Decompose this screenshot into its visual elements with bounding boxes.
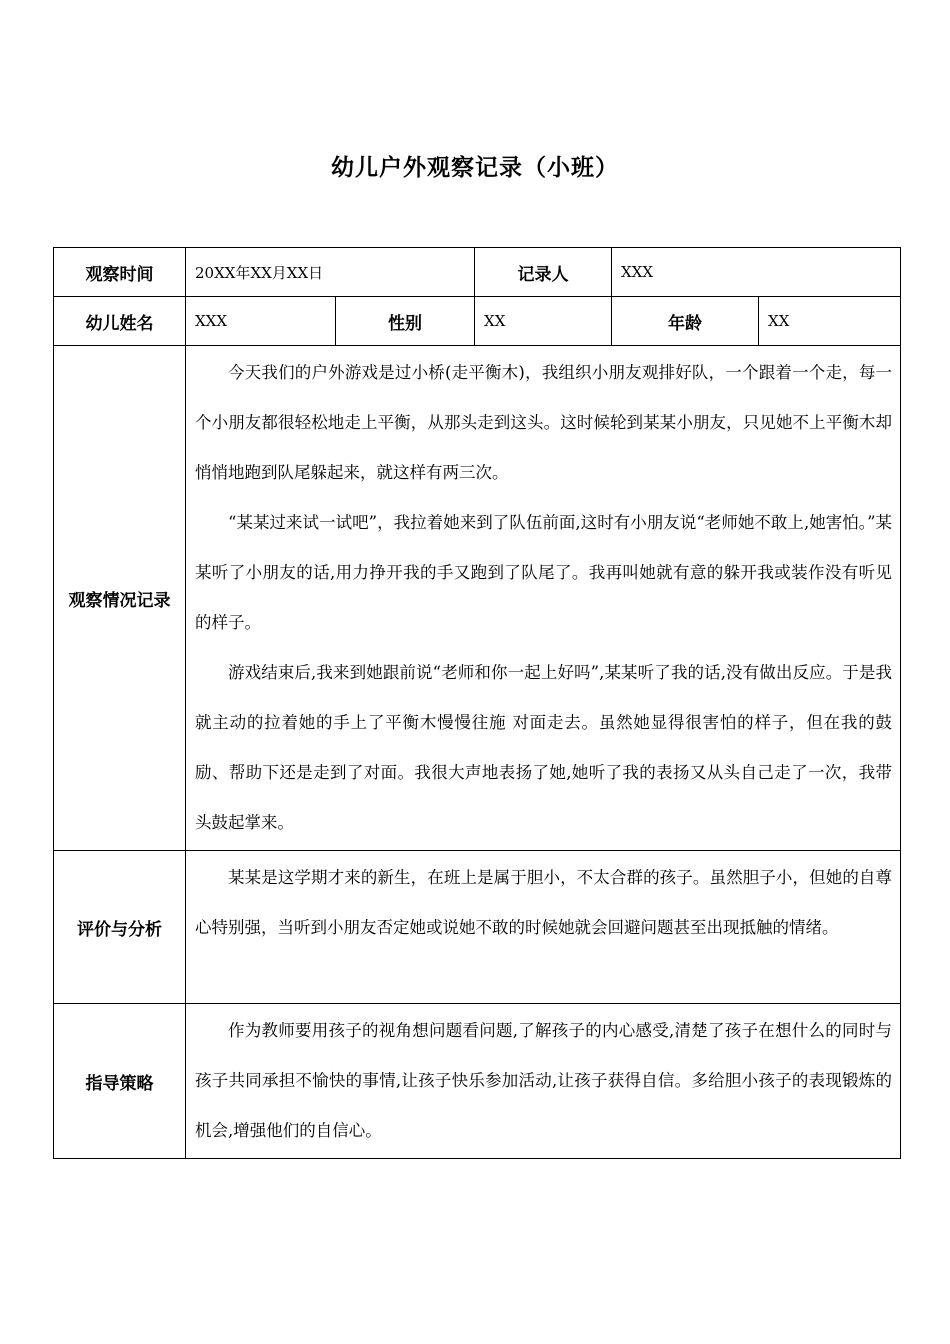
guidance-content — [186, 1004, 901, 1159]
observation-time-label: 观察时间 — [54, 248, 186, 297]
child-name-label: 幼儿姓名 — [54, 297, 186, 346]
observation-label: 观察情况记录 — [54, 346, 186, 851]
guidance-row — [54, 1004, 901, 1159]
evaluation-row — [54, 851, 901, 1004]
gender-label: 性别 — [336, 297, 475, 346]
observation-paragraph-1: 今天我们的户外游戏是过小桥(走平衡木)，我组织小朋友观排好队，一个跟着一个走，每一个小朋友都很轻松地走上平衡，从那头走到这头。这时候轮到某某小朋友，只见她不上平衡木却悄悄地跑到队尾躲起来，就这样有两三次。 — [195, 363, 893, 482]
document-title: 幼儿户外观察记录（小班） — [331, 155, 619, 181]
gender-value: XX — [475, 297, 612, 346]
observation-record-table — [53, 247, 901, 1159]
observation-row — [54, 346, 901, 851]
evaluation-label: 评价与分析 — [54, 851, 186, 1004]
age-label: 年龄 — [612, 297, 759, 346]
guidance-paragraph: 作为教师要用孩子的视角想问题看问题,了解孩子的内心感受,清楚了孩子在想什么的同时与孩子共同承担不愉快的事情,让孩子快乐参加活动,让孩子获得自信。多给胆小孩子的表现锻炼的机会,增强他们的自信心。 — [195, 1021, 893, 1140]
time-recorder-row — [54, 248, 901, 297]
observation-content — [186, 346, 901, 851]
observation-paragraph-2: “某某过来试一试吧”，我拉着她来到了队伍前面,这时有小朋友说“老师她不敢上,她害怕。”某某听了小朋友的话,用力挣开我的手又跑到了队尾了。我再叫她就有意的躲开我或装作没有听见的样子。 — [195, 513, 893, 632]
evaluation-content — [186, 851, 901, 1004]
recorder-label: 记录人 — [475, 248, 612, 297]
guidance-label: 指导策略 — [54, 1004, 186, 1159]
child-name-value: XXX — [186, 297, 336, 346]
observation-time-value: 20XX年XX月XX日 — [186, 248, 475, 297]
observation-paragraph-3: 游戏结束后,我来到她跟前说“老师和你一起上好吗”,某某听了我的话,没有做出反应。于是我就主动的拉着她的手上了平衡木慢慢往施 对面走去。虽然她显得很害怕的样子，但在我的鼓励、帮助下还是走到了对面。我很大声地表扬了她,她听了我的表扬又从头自己走了一次，我带头鼓起掌来。 — [195, 663, 893, 832]
evaluation-paragraph: 某某是这学期才来的新生，在班上是属于胆小，不太合群的孩子。虽然胆子小，但她的自尊心特别强，当听到小朋友否定她或说她不敢的时候她就会回避问题甚至出现抵触的情绪。 — [195, 868, 893, 937]
recorder-value: XXX — [612, 248, 901, 297]
age-value: XX — [759, 297, 901, 346]
child-info-row — [54, 297, 901, 346]
